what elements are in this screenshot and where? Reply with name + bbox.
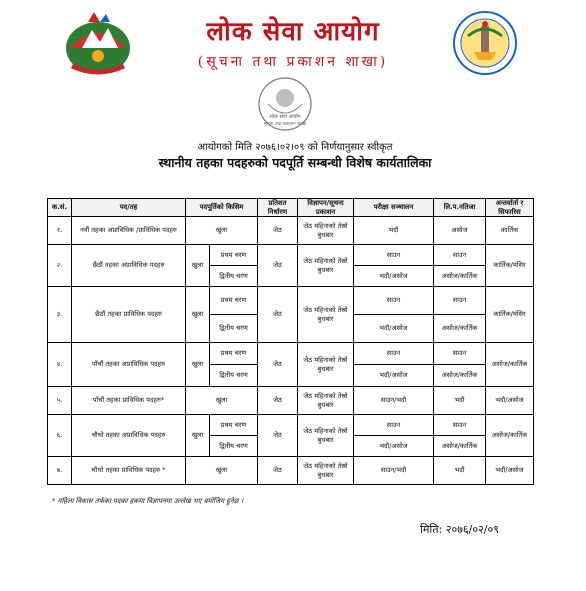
cell-phase: प्रथम चरण: [210, 287, 258, 315]
approval-line: आयोगको मिति २०७६।०२।०९ को निर्णयानुसार स्वीकृत: [197, 142, 393, 153]
col-header-result: लि.प.नतिजा: [434, 199, 486, 217]
cell-result: साउन: [434, 287, 486, 315]
page-subtitle: (सूचना तथा प्रकाशन शाखा): [197, 54, 389, 70]
cell-sn: ६.: [48, 415, 72, 457]
table-row: [48, 415, 534, 436]
cell-result: असोज/कार्तिक: [434, 315, 486, 343]
cell-interview: कार्तिक: [486, 217, 534, 245]
cell-result: असोज/कार्तिक: [434, 365, 486, 387]
cell-sn: १.: [48, 217, 72, 245]
cell-interview: भदौ/असोज: [486, 387, 534, 415]
cell-phase: द्वितीय चरण: [210, 365, 258, 387]
cell-advert: जेठ महिनाको तेस्रो बुधबार: [298, 287, 354, 343]
svg-text:सूचना तथा प्रकाशन शाखा: सूचना तथा प्रकाशन शाखा: [263, 122, 307, 127]
schedule-heading: स्थानीय तहका पदहरुको पदपूर्ति सम्बन्धी विशेष कार्यतालिका: [158, 155, 432, 170]
cell-exam: साउन/भदौ: [354, 387, 434, 415]
cell-post: चौथो तहका अप्राविधिक पदहरु: [72, 415, 186, 457]
cell-advert: जेठ महिनाको तेस्रो बुधबार: [298, 457, 354, 485]
date-line: मिति: २०७६/०२/०९: [420, 523, 499, 536]
cell-exam: साउन/भदौ: [354, 457, 434, 485]
cell-percent: जेठ: [258, 287, 298, 343]
cell-sn: ४.: [48, 343, 72, 387]
cell-result: भदौ: [434, 457, 486, 485]
cell-sn: ७.: [48, 457, 72, 485]
cell-exam: भदौ/असोज: [354, 266, 434, 287]
cell-exam: भदौ/असोज: [354, 315, 434, 343]
cell-result: साउन: [434, 245, 486, 266]
cell-result: असोज: [434, 217, 486, 245]
col-header-interview: अन्तर्वार्ता र सिफारिस: [486, 199, 534, 217]
table-row: [48, 245, 534, 266]
cell-result: भदौ: [434, 387, 486, 415]
cell-exam: भदौ/असोज: [354, 365, 434, 387]
cell-percent: जेठ: [258, 457, 298, 485]
cell-exam: साउन: [354, 343, 434, 365]
cell-advert: जेठ महिनाको तेस्रो बुधबार: [298, 217, 354, 245]
table-row: [48, 457, 534, 485]
cell-percent: जेठ: [258, 217, 298, 245]
cell-phase: द्वितीय चरण: [210, 436, 258, 457]
cell-sn: २.: [48, 245, 72, 287]
cell-post: पाँचौं तहका अप्राविधिक पदहरु: [72, 343, 186, 387]
cell-post: चौथो तहका प्राविधिक पदहरु *: [72, 457, 186, 485]
cell-method: खुला: [186, 245, 210, 287]
cell-percent: जेठ: [258, 415, 298, 457]
cell-percent: जेठ: [258, 343, 298, 387]
table-row: [48, 343, 534, 365]
table-row: [48, 387, 534, 415]
cell-advert: जेठ महिनाको तेस्रो बुधबार: [298, 343, 354, 387]
cell-advert: जेठ महिनाको तेस्रो बुधबार: [298, 415, 354, 457]
cell-exam: भदौ/असोज: [354, 436, 434, 457]
cell-percent: जेठ: [258, 387, 298, 415]
cell-method: खुला: [186, 343, 210, 387]
page-title: लोक सेवा आयोग: [206, 17, 380, 47]
cell-result: साउन: [434, 415, 486, 436]
col-header-sn: क.सं.: [48, 199, 72, 217]
cell-exam: भदौ: [354, 217, 434, 245]
cell-exam: साउन: [354, 245, 434, 266]
cell-phase: प्रथम चरण: [210, 343, 258, 365]
cell-method: खुला: [186, 457, 258, 485]
cell-phase: द्वितीय चरण: [210, 266, 258, 287]
cell-exam: साउन: [354, 287, 434, 315]
cell-interview: असोज/कार्तिक: [486, 343, 534, 387]
cell-percent: जेठ: [258, 245, 298, 287]
col-header-percent: प्रतिशत निर्धारण: [258, 199, 298, 217]
footnote: * महिला विकास तर्फका पदका हकमा विज्ञापनमा उल्लेख भए बमोजिम हुनेछ ।: [52, 497, 244, 505]
cell-sn: ५.: [48, 387, 72, 415]
svg-text:लोक सेवा आयोग: लोक सेवा आयोग: [269, 114, 301, 120]
cell-result: असोज/कार्तिक: [434, 266, 486, 287]
cell-interview: असोज/कार्तिक: [486, 415, 534, 457]
col-header-post: पद/तह: [72, 199, 186, 217]
schedule-table: [47, 198, 534, 485]
table-header-row: [48, 199, 534, 217]
table-row: [48, 287, 534, 315]
col-header-advert: विज्ञापन/सूचना प्रकाशन: [298, 199, 354, 217]
cell-result: साउन: [434, 343, 486, 365]
table-row: [48, 217, 534, 245]
col-header-exam: परीक्षा सञ्चालन: [354, 199, 434, 217]
cell-method: खुला: [186, 415, 210, 457]
cell-method: खुला: [186, 217, 258, 245]
cell-advert: जेठ महिनाको तेस्रो बुधबार: [298, 387, 354, 415]
cell-advert: जेठ महिनाको तेस्रो बुधबार: [298, 245, 354, 287]
cell-phase: प्रथम चरण: [210, 415, 258, 436]
official-stamp: [254, 74, 316, 134]
cell-phase: प्रथम चरण: [210, 245, 258, 266]
cell-result: असोज/कार्तिक: [434, 436, 486, 457]
cell-post: छैठौं तहका अप्राविधिक पदहरु: [72, 245, 186, 287]
cell-sn: ३.: [48, 287, 72, 343]
cell-interview: कार्तिक/मंसिर: [486, 245, 534, 287]
col-header-method: पदपूर्तिको किसिम: [186, 199, 258, 217]
cell-post: छैठौं तहका प्राविधिक पदहरु: [72, 287, 186, 343]
cell-interview: कार्तिक/मंसिर: [486, 287, 534, 343]
cell-interview: भदौ/असोज: [486, 457, 534, 485]
cell-phase: द्वितीय चरण: [210, 315, 258, 343]
cell-method: खुला: [186, 387, 258, 415]
cell-post: पाँचौं तहका प्राविधिक पदहरु*: [72, 387, 186, 415]
cell-exam: साउन: [354, 415, 434, 436]
cell-method: खुला: [186, 287, 210, 343]
cell-post: नवौं तहका अप्राविधिक /प्राविधिक पदहरु: [72, 217, 186, 245]
